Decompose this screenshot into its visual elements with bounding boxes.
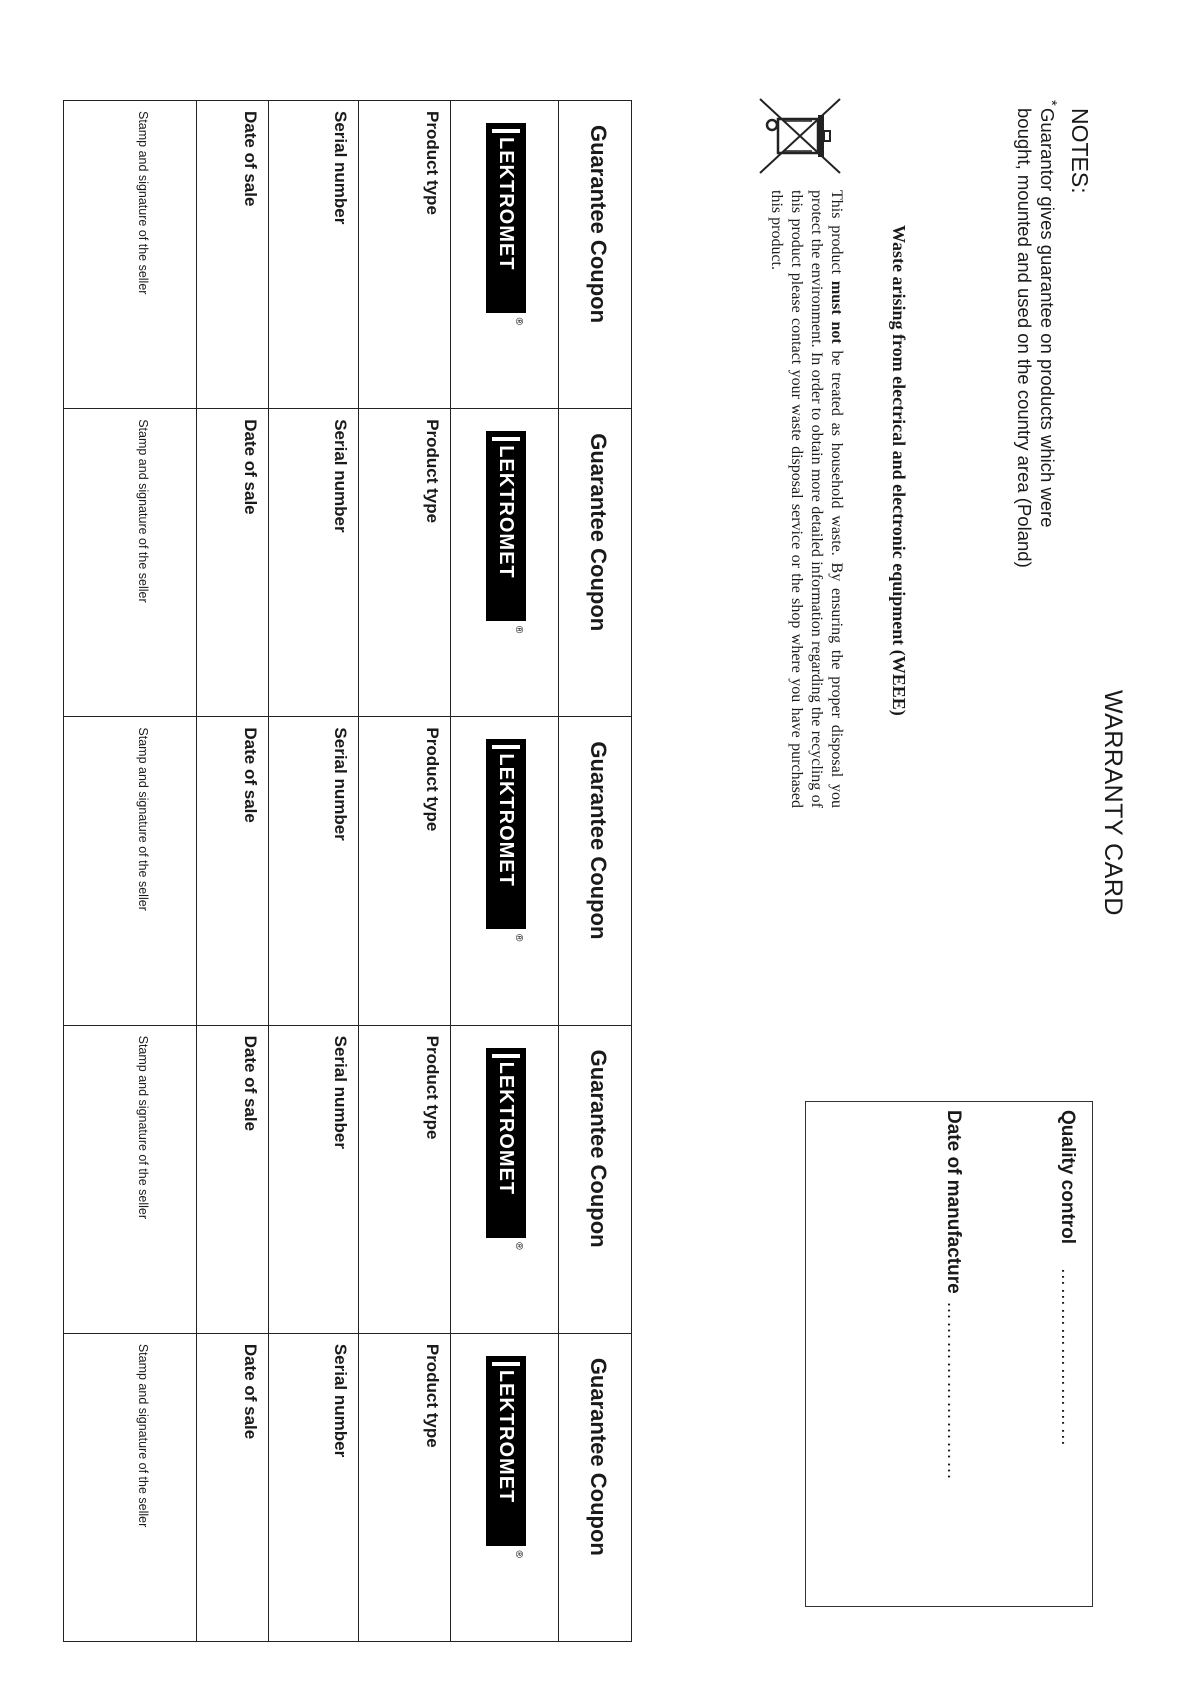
logo-e-bar <box>492 437 520 441</box>
logo-registered-mark: ® <box>513 1550 524 1559</box>
elektromet-logo <box>486 123 526 326</box>
coupon-logo-cell <box>450 1026 558 1333</box>
coupon-stamp-cell <box>64 101 196 408</box>
logo-e-bar <box>492 745 520 749</box>
product-type-label: Product type <box>423 111 442 215</box>
coupon-title: Guarantee Coupon <box>586 433 611 632</box>
guarantee-coupon <box>64 717 631 1025</box>
quality-control-row <box>1056 1110 1078 1447</box>
coupon-logo-cell <box>450 101 558 408</box>
stamp-signature-label: Stamp and signature of the seller <box>136 111 150 295</box>
notes-label: NOTES: <box>1067 108 1093 194</box>
coupon-title-cell <box>558 409 631 716</box>
coupon-product-type-cell <box>358 1334 450 1641</box>
stamp-signature-label: Stamp and signature of the seller <box>136 1035 150 1220</box>
elektromet-logo <box>486 1048 526 1251</box>
coupon-title: Guarantee Coupon <box>586 1049 611 1248</box>
coupon-serial-number-cell <box>268 1334 358 1641</box>
guarantee-coupon <box>64 409 631 717</box>
serial-number-label: Serial number <box>331 727 350 841</box>
coupon-product-type-cell <box>358 101 450 408</box>
coupon-logo-cell <box>450 409 558 716</box>
logo-text: LEKTROMET <box>495 445 518 579</box>
coupon-date-of-sale-cell <box>196 717 268 1024</box>
weee-text <box>766 190 846 808</box>
logo-e-bar <box>492 1362 520 1366</box>
coupon-date-of-sale-cell <box>196 101 268 408</box>
serial-number-label: Serial number <box>331 1343 350 1458</box>
notes-text <box>1013 100 1060 578</box>
notes-body: Guarantor gives guarantee on products which were bought, mounted and used on the country area (Poland) <box>1014 108 1058 568</box>
date-of-sale-label: Date of sale <box>241 111 260 207</box>
notes-asterisk: * <box>1043 100 1060 106</box>
serial-number-label: Serial number <box>331 1035 350 1149</box>
coupon-product-type-cell <box>358 1026 450 1333</box>
date-of-manufacture-row <box>942 1110 964 1481</box>
product-type-label: Product type <box>423 1343 442 1448</box>
date-of-sale-label: Date of sale <box>241 727 260 823</box>
elektromet-logo <box>486 1356 526 1559</box>
guarantee-coupon <box>64 1334 631 1641</box>
coupon-stamp-cell <box>64 1334 196 1641</box>
crossed-out-wheelie-bin-icon <box>756 95 844 177</box>
coupon-date-of-sale-cell <box>196 1334 268 1641</box>
coupon-stamp-cell <box>64 1026 196 1333</box>
quality-control-label: Quality control <box>1057 1110 1078 1245</box>
stamp-signature-label: Stamp and signature of the seller <box>136 419 150 603</box>
guarantee-coupons-table <box>63 100 632 1642</box>
product-type-label: Product type <box>423 419 442 524</box>
product-type-label: Product type <box>423 1035 442 1140</box>
coupon-title: Guarantee Coupon <box>586 741 611 940</box>
date-of-manufacture-label: Date of manufacture <box>943 1110 964 1294</box>
coupon-title-cell <box>558 101 631 408</box>
quality-control-box <box>805 1101 1093 1607</box>
logo-text: LEKTROMET <box>495 753 518 887</box>
date-of-manufacture-dots: ……………………… <box>943 1300 964 1481</box>
page-title: WARRANTY CARD <box>1099 690 1127 916</box>
quality-control-dots: ……………………… <box>1057 1267 1078 1448</box>
date-of-sale-label: Date of sale <box>241 1343 260 1440</box>
weee-text-part2: be treated as household waste. By ensuring the proper disposal you protect the environment. In order to obtain more detailed information regarding the recycling of this product please contact your waste disposal service or the shop where you have purchased this product. <box>768 190 845 808</box>
product-type-label: Product type <box>423 727 442 832</box>
logo-text: LEKTROMET <box>495 1369 518 1504</box>
logo-registered-mark: ® <box>513 625 524 635</box>
coupon-product-type-cell <box>358 717 450 1024</box>
coupon-title-cell <box>558 1334 631 1641</box>
date-of-sale-label: Date of sale <box>241 1035 260 1132</box>
weee-text-part1: This product <box>828 190 845 281</box>
guarantee-coupon <box>64 1026 631 1334</box>
elektromet-logo <box>486 739 526 943</box>
coupon-serial-number-cell <box>268 717 358 1024</box>
logo-registered-mark: ® <box>513 934 524 943</box>
stamp-signature-label: Stamp and signature of the seller <box>136 727 150 911</box>
coupon-serial-number-cell <box>268 101 358 408</box>
stamp-signature-label: Stamp and signature of the seller <box>136 1343 150 1528</box>
logo-e-bar <box>492 1054 520 1058</box>
guarantee-coupon <box>64 101 631 409</box>
coupon-title-cell <box>558 1026 631 1333</box>
elektromet-logo <box>486 431 526 635</box>
coupon-date-of-sale-cell <box>196 409 268 716</box>
logo-e-bar <box>492 129 520 133</box>
coupon-logo-cell <box>450 1334 558 1641</box>
serial-number-label: Serial number <box>331 419 350 533</box>
date-of-sale-label: Date of sale <box>241 419 260 515</box>
logo-text: LEKTROMET <box>495 137 518 271</box>
coupon-title: Guarantee Coupon <box>586 125 611 324</box>
coupon-serial-number-cell <box>268 409 358 716</box>
serial-number-label: Serial number <box>331 111 350 225</box>
logo-registered-mark: ® <box>513 1242 524 1251</box>
coupon-stamp-cell <box>64 409 196 716</box>
coupon-serial-number-cell <box>268 1026 358 1333</box>
logo-registered-mark: ® <box>513 317 524 326</box>
coupon-stamp-cell <box>64 717 196 1024</box>
weee-text-bold: must not <box>828 280 845 344</box>
coupon-date-of-sale-cell <box>196 1026 268 1333</box>
logo-text: LEKTROMET <box>495 1061 518 1196</box>
coupon-title-cell <box>558 717 631 1024</box>
coupon-title: Guarantee Coupon <box>586 1357 611 1556</box>
weee-title: Waste arising from electrical and electronic equipment (WEEE) <box>889 225 909 716</box>
coupon-product-type-cell <box>358 409 450 716</box>
coupon-logo-cell <box>450 717 558 1024</box>
